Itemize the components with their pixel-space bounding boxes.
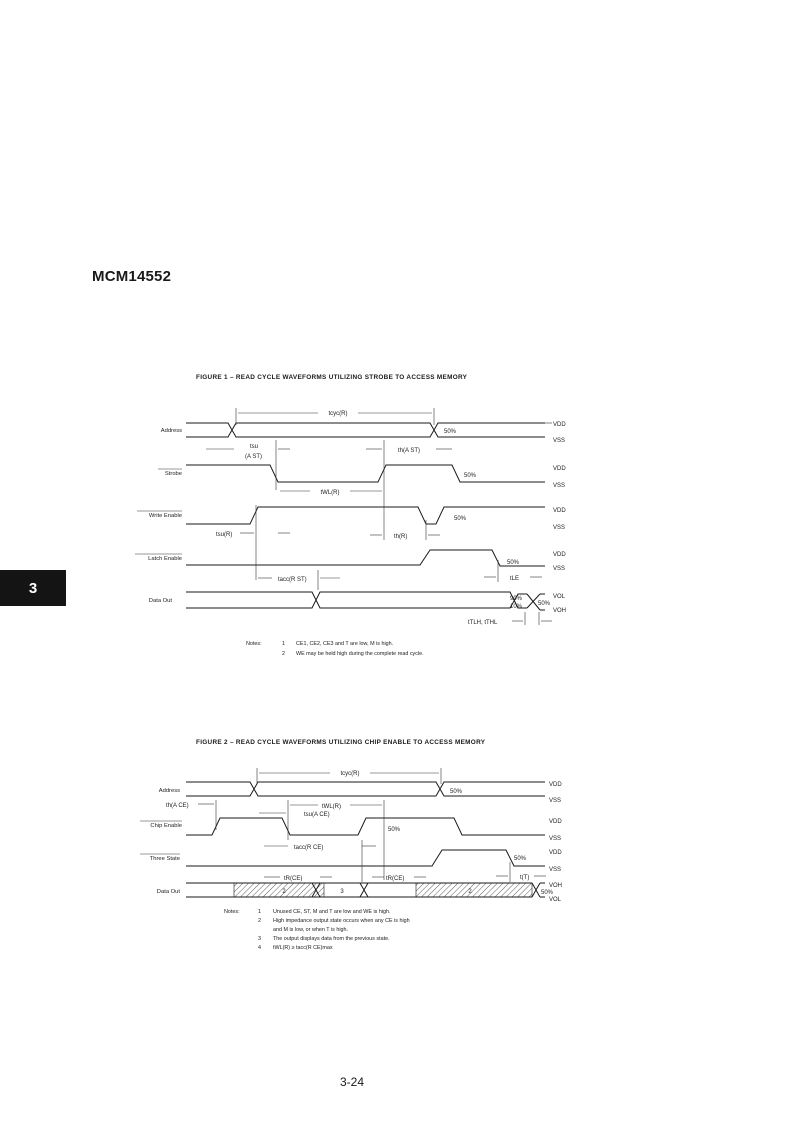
fig2-rail-vss-3: VSS bbox=[549, 867, 562, 873]
fig2-label-chip-enable: Chip Enable bbox=[150, 823, 182, 829]
fig2-wave-address bbox=[186, 782, 545, 796]
fig2-note-4: tWL(R) ≥ tacc(R CE)max bbox=[273, 945, 333, 951]
fig1-50pct-strobe: 50% bbox=[464, 473, 477, 479]
fig1-th-a: th(A ST) bbox=[398, 448, 421, 454]
fig1-rail-vss-1: VSS bbox=[553, 438, 566, 444]
fig1-50pct-address: 50% bbox=[444, 429, 457, 435]
fig1-wave-latch-enable bbox=[186, 550, 545, 566]
fig2-rail-vss-1: VSS bbox=[549, 798, 562, 804]
fig1-label-data-out: Data Out bbox=[148, 598, 172, 604]
fig1-wave-strobe bbox=[186, 465, 545, 482]
fig1-note-2: WE may be held high during the complete read cycle. bbox=[296, 651, 424, 657]
fig1-note-1: CE1, CE2, CE3 and T are low, M is high. bbox=[296, 641, 394, 647]
fig1-50pct-we: 50% bbox=[454, 516, 467, 522]
fig2-note-3-num: 3 bbox=[258, 936, 261, 942]
fig2-rail-vol: VOL bbox=[549, 897, 562, 903]
fig2-rail-vdd-3: VDD bbox=[549, 850, 562, 856]
fig1-label-latch-enable: Latch Enable bbox=[148, 556, 182, 562]
fig1-tsu-a-sub: (A ST) bbox=[245, 454, 263, 460]
fig1-tsu-r: tsu(R) bbox=[216, 532, 233, 538]
fig2-notes-label: Notes: bbox=[224, 909, 240, 915]
fig2-note-1: Unused CE, ST, M and T are low and WE is high. bbox=[273, 909, 391, 915]
fig1-ttlh: tTLH, tTHL bbox=[468, 620, 498, 626]
page-number: 3-24 bbox=[340, 1075, 365, 1089]
fig2-rail-voh: VOH bbox=[549, 883, 563, 889]
fig2-note-2b: and M is low, or when T is high. bbox=[273, 927, 349, 933]
fig1-50pct-data: 50% bbox=[538, 601, 551, 607]
fig1-rail-vdd-2: VDD bbox=[553, 466, 566, 472]
section-tab: 3 bbox=[0, 570, 66, 606]
fig1-label-strobe: Strobe bbox=[164, 471, 182, 477]
fig1-rail-vdd-4: VDD bbox=[553, 552, 566, 558]
fig2-label-address: Address bbox=[158, 788, 180, 794]
fig2-tacc: tacc(R CE) bbox=[294, 845, 324, 851]
fig2-label-three-state: Three State bbox=[149, 856, 180, 862]
fig1-rail-vss-4: VSS bbox=[553, 566, 566, 572]
fig2-rail-vss-2: VSS bbox=[549, 836, 562, 842]
fig2-note-2: High impedance output state occurs when any CE is high bbox=[273, 918, 410, 924]
fig1-rail-vss-3: VSS bbox=[553, 525, 566, 531]
fig1-rail-vdd-1: VDD bbox=[553, 422, 566, 428]
fig2-wave-three-state bbox=[186, 850, 545, 866]
fig2-rail-vdd-2: VDD bbox=[549, 819, 562, 825]
figure2-diagram bbox=[140, 768, 562, 951]
fig2-50pct-data: 50% bbox=[541, 890, 554, 896]
fig1-rail-voh: VOH bbox=[553, 608, 567, 614]
page-title: MCM14552 bbox=[92, 268, 172, 285]
fig1-tacc: tacc(R ST) bbox=[278, 577, 307, 583]
fig2-note-2-num: 2 bbox=[258, 918, 261, 924]
fig1-twl: tWL(R) bbox=[320, 490, 340, 496]
fig1-wave-write-enable bbox=[186, 507, 545, 524]
figure2-title: FIGURE 2 – READ CYCLE WAVEFORMS UTILIZING CHIP ENABLE TO ACCESS MEMORY bbox=[196, 739, 486, 746]
fig1-note-2-num: 2 bbox=[282, 651, 285, 657]
fig2-hatch-2 bbox=[416, 883, 532, 897]
figure1-title: FIGURE 1 – READ CYCLE WAVEFORMS UTILIZING STROBE TO ACCESS MEMORY bbox=[196, 374, 468, 381]
fig1-rail-vss-2: VSS bbox=[553, 483, 566, 489]
fig1-90pct: 90% bbox=[510, 596, 523, 602]
fig1-label-address: Address bbox=[160, 428, 182, 434]
fig2-wave-chip-enable bbox=[186, 818, 545, 835]
figure1-diagram bbox=[135, 408, 566, 657]
fig1-note-1-num: 1 bbox=[282, 641, 285, 647]
fig1-tcyc: tcyc(R) bbox=[328, 411, 348, 417]
fig2-marker-2b: 2 bbox=[468, 889, 472, 895]
fig2-note-4-num: 4 bbox=[258, 945, 261, 951]
fig2-50pct-ce: 50% bbox=[388, 827, 401, 833]
fig1-tsu-a: tsu bbox=[250, 444, 259, 450]
fig1-wave-data-out bbox=[186, 592, 527, 608]
fig1-label-write-enable: Write Enable bbox=[148, 513, 182, 519]
fig2-th-ace: th(A CE) bbox=[166, 803, 189, 809]
fig1-10pct: 10% bbox=[510, 604, 523, 610]
fig2-note-3: The output displays data from the previous state. bbox=[273, 936, 390, 942]
fig1-rail-vdd-3: VDD bbox=[553, 508, 566, 514]
fig2-tt: t(T) bbox=[520, 875, 530, 881]
fig2-hatch-1 bbox=[234, 883, 324, 897]
fig2-tr-ce-2: tR(CE) bbox=[386, 876, 405, 882]
fig2-marker-3: 3 bbox=[340, 889, 344, 895]
fig2-50pct-ts: 50% bbox=[514, 856, 527, 862]
fig2-label-data-out: Data Out bbox=[156, 889, 180, 895]
fig2-50pct-address: 50% bbox=[450, 789, 463, 795]
fig2-twl: tWL(R) bbox=[322, 804, 341, 810]
fig2-tcyc: tcyc(R) bbox=[340, 771, 360, 777]
fig2-rail-vdd-1: VDD bbox=[549, 782, 562, 788]
fig1-wave-address bbox=[186, 423, 545, 437]
fig2-tr-ce-1: tR(CE) bbox=[284, 876, 303, 882]
fig1-notes-label: Notes: bbox=[246, 641, 262, 647]
fig2-marker-2a: 2 bbox=[282, 889, 286, 895]
fig1-tle: tLE bbox=[510, 576, 520, 582]
fig1-rail-vol: VOL bbox=[553, 594, 566, 600]
fig2-note-1-num: 1 bbox=[258, 909, 261, 915]
fig1-th-r: th(R) bbox=[394, 534, 408, 540]
fig2-tsu-ace: tsu(A CE) bbox=[304, 812, 330, 818]
fig1-50pct-le: 50% bbox=[507, 560, 520, 566]
